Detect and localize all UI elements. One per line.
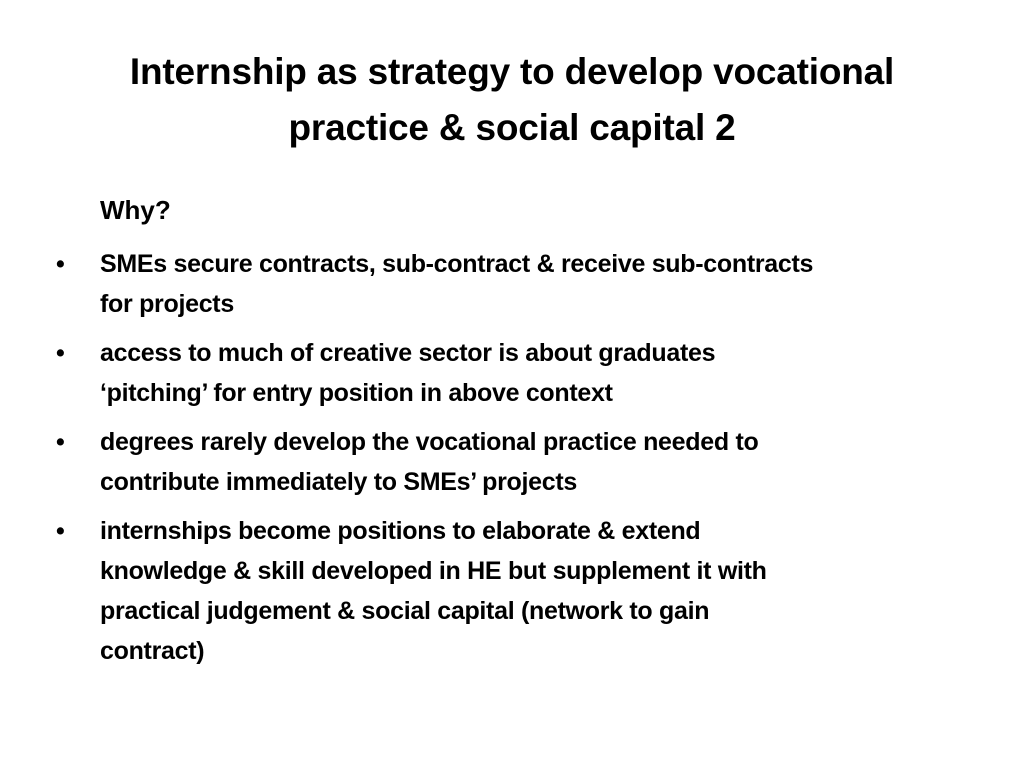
bullet-item: [56, 333, 966, 413]
bullet-item: [56, 422, 966, 502]
bullet-line: contract): [100, 637, 205, 665]
bullet-text: [100, 244, 966, 324]
bullet-line: knowledge & skill developed in HE but supplement it with: [100, 557, 767, 585]
bullet-line: for projects: [100, 290, 234, 318]
bullet-list: [56, 244, 966, 680]
bullet-line: access to much of creative sector is about graduates: [100, 339, 716, 367]
slide-title-line: practice & social capital 2: [288, 107, 736, 148]
bullet-icon: •: [56, 250, 65, 278]
bullet-line: practical judgement & social capital (network to gain: [100, 597, 710, 625]
bullet-line: ‘pitching’ for entry position in above context: [100, 379, 613, 407]
bullet-icon: •: [56, 339, 65, 367]
bullet-item: [56, 244, 966, 324]
bullet-text: [100, 511, 966, 671]
bullet-line: SMEs secure contracts, sub-contract & receive sub-contracts: [100, 250, 814, 278]
bullet-item: [56, 511, 966, 671]
bullet-icon: •: [56, 428, 65, 456]
bullet-line: internships become positions to elaborate & extend: [100, 517, 701, 545]
bullet-text: [100, 422, 966, 502]
bullet-line: degrees rarely develop the vocational practice needed to: [100, 428, 759, 456]
section-heading: Why?: [100, 195, 171, 225]
bullet-line: contribute immediately to SMEs’ projects: [100, 468, 578, 496]
bullet-text: [100, 333, 966, 413]
bullet-icon: •: [56, 517, 65, 545]
slide-title-line: Internship as strategy to develop vocational: [129, 51, 895, 92]
slide-title: [60, 44, 964, 156]
